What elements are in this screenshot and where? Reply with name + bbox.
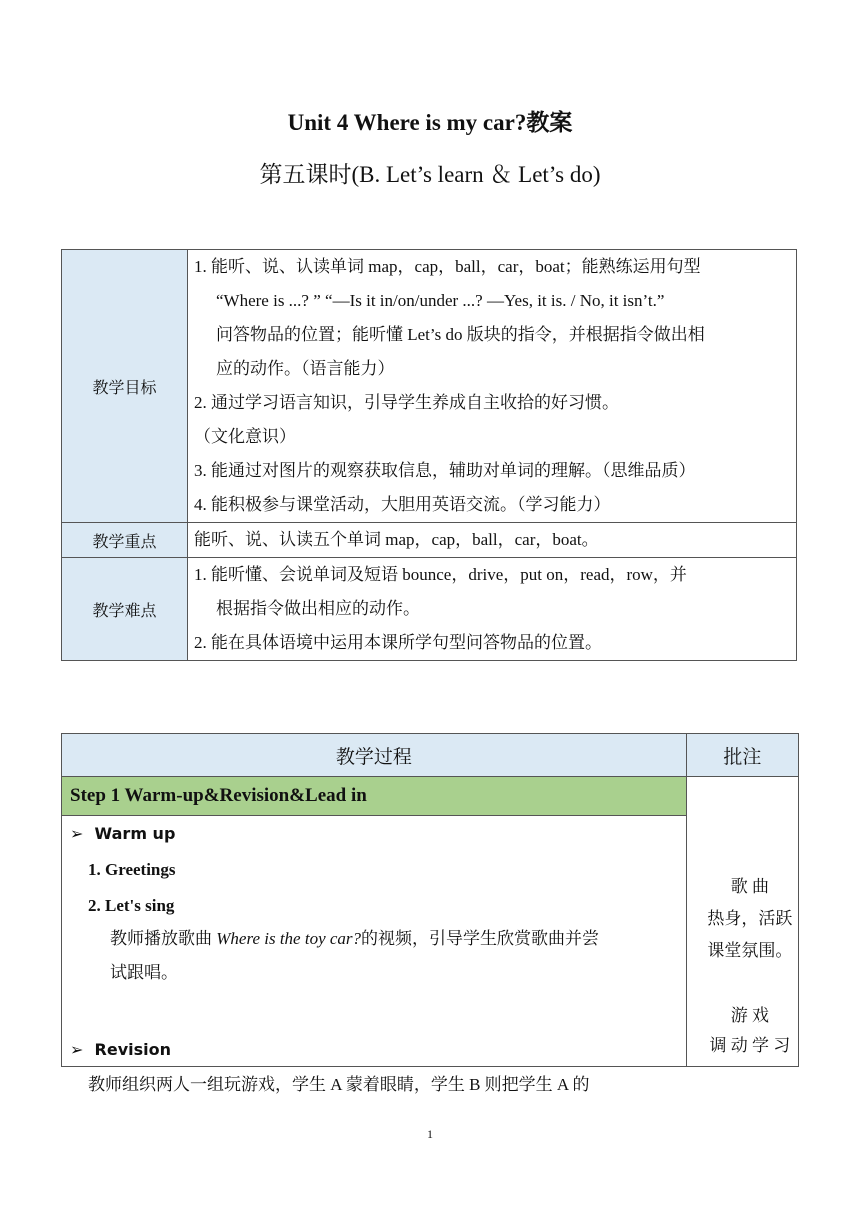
objective-line: （文化意识） bbox=[194, 427, 296, 446]
sing-desc-post: 的视频，引导学生欣赏歌曲并尝 bbox=[361, 929, 600, 948]
objective-line: 1. 能听、说、认读单词 map，cap，ball，car，boat；能熟练运用句型 bbox=[194, 257, 701, 276]
difficulty-line: 根据指令做出相应的动作。 bbox=[216, 599, 420, 618]
objectives-content bbox=[188, 250, 797, 523]
difficulties-row bbox=[62, 558, 797, 661]
goals-table bbox=[61, 249, 797, 661]
document-title: Unit 4 Where is my car?教案 bbox=[287, 110, 573, 135]
sing-description bbox=[110, 922, 685, 990]
objectives-label: 教学目标 bbox=[62, 250, 188, 523]
sing-desc-line2: 试跟唱。 bbox=[110, 963, 178, 982]
warmup-heading-text: Warm up bbox=[94, 824, 176, 843]
objective-line: 问答物品的位置；能听懂 Let’s do 版块的指令，并根据指令做出相 bbox=[216, 325, 705, 344]
process-header: 教学过程 bbox=[62, 734, 687, 777]
revision-heading-text: Revision bbox=[94, 1040, 172, 1059]
note-line: 热身，活跃 bbox=[707, 908, 793, 928]
step1-row bbox=[62, 777, 799, 816]
revision-description: 教师组织两人一组玩游戏，学生 A 蒙着眼睛，学生 B 则把学生 A 的 bbox=[88, 1075, 590, 1094]
process-header-row bbox=[62, 734, 799, 777]
song-title: Where is the toy car? bbox=[216, 929, 362, 948]
notes-header: 批注 bbox=[686, 734, 798, 777]
note-line: 课堂氛围。 bbox=[707, 940, 793, 960]
notes-cell bbox=[686, 777, 798, 1067]
process-table bbox=[61, 733, 799, 1094]
sing-item: 2. Let's sing bbox=[88, 896, 175, 915]
difficulty-line: 1. 能听懂、会说单词及短语 bounce，drive，put on，read，row，并 bbox=[194, 565, 687, 584]
key-points-row bbox=[62, 523, 797, 558]
note-line: 游 戏 bbox=[730, 1005, 769, 1025]
note-line: 调 动 学 习 bbox=[709, 1035, 791, 1055]
difficulties-label: 教学难点 bbox=[62, 558, 188, 661]
key-points-content: 能听、说、认读五个单词 map，cap，ball，car，boat。 bbox=[188, 523, 797, 558]
note-line: 歌 曲 bbox=[730, 876, 769, 896]
step1-body bbox=[62, 816, 687, 1094]
objective-line: 3. 能通过对图片的观察获取信息，辅助对单词的理解。（思维品质） bbox=[194, 461, 696, 480]
warmup-heading bbox=[70, 824, 175, 843]
sing-desc-pre: 教师播放歌曲 bbox=[110, 929, 217, 948]
difficulties-content bbox=[188, 558, 797, 661]
objective-line: 应的动作。（语言能力） bbox=[216, 359, 395, 378]
objective-line: 2. 通过学习语言知识，引导学生养成自主收拾的好习惯。 bbox=[194, 393, 619, 412]
key-points-label: 教学重点 bbox=[62, 523, 188, 558]
objective-line: “Where is ...? ” “—Is it in/on/under ...? —Yes, it is. / No, it isn’t.” bbox=[216, 291, 665, 310]
difficulty-line: 2. 能在具体语境中运用本课所学句型问答物品的位置。 bbox=[194, 633, 602, 652]
document-subtitle: 第五课时(B. Let’s learn ＆ Let’s do) bbox=[259, 162, 601, 187]
page-number: 1 bbox=[427, 1127, 433, 1141]
arrow-bullet-icon: ➢ bbox=[70, 824, 84, 843]
objective-line: 4. 能积极参与课堂活动，大胆用英语交流。（学习能力） bbox=[194, 495, 611, 514]
step1-title: Step 1 Warm-up&Revision&Lead in bbox=[62, 777, 687, 816]
objectives-row bbox=[62, 250, 797, 523]
arrow-bullet-icon: ➢ bbox=[70, 1040, 84, 1059]
revision-heading bbox=[70, 1040, 171, 1059]
greetings-item: 1. Greetings bbox=[88, 860, 176, 879]
